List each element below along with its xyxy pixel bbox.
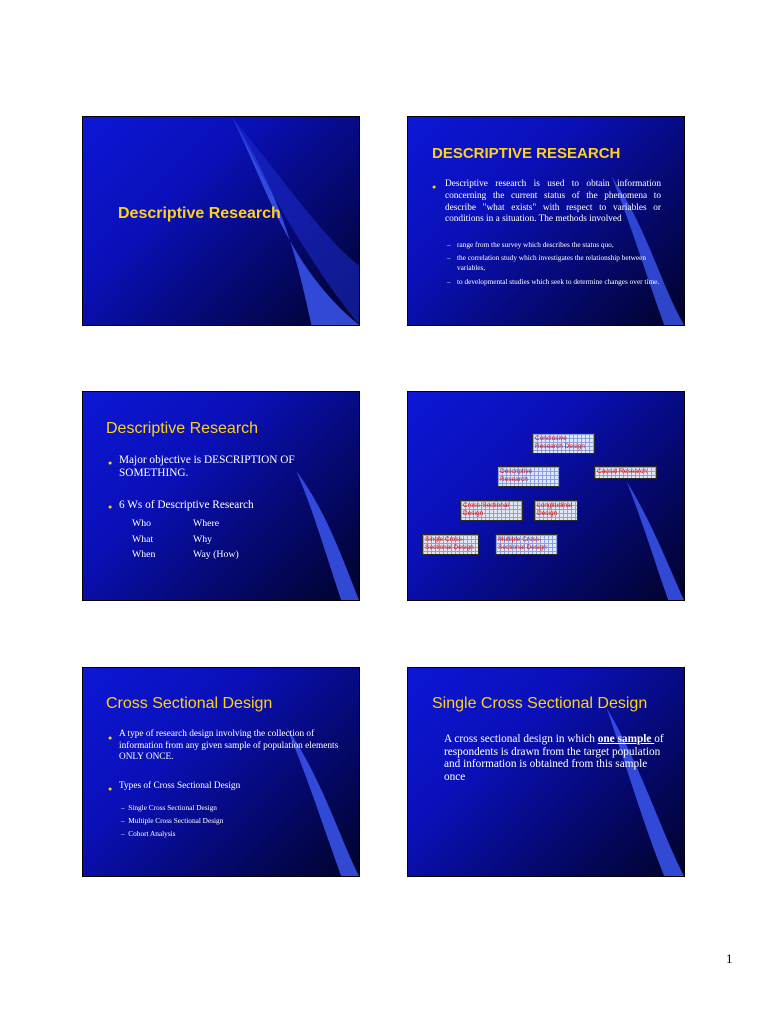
sub-item: – the correlation study which investigates the relationship between variables, — [447, 253, 647, 272]
slide-3 — [82, 391, 360, 601]
diagram-box: Conclusive Research Design — [532, 433, 595, 454]
bullet-text: Types of Cross Sectional Design — [119, 781, 241, 791]
bullet-icon: ● — [108, 459, 113, 467]
slide-1 — [82, 116, 360, 326]
slide-title: Descriptive Research — [118, 205, 281, 222]
w-item: What — [132, 534, 154, 545]
sub-item: – Cohort Analysis — [121, 829, 176, 838]
w-item: Way (How) — [193, 549, 239, 560]
sub-item: – Multiple Cross Sectional Design — [121, 816, 224, 825]
w-item: Why — [193, 534, 213, 545]
slide-body: Descriptive research is used to obtain information concerning the current status of the phenomena to describe "what exists" with respect to variables or conditions in a situation. The methods involved — [445, 179, 661, 225]
diagram-box: Cross-Sectional Design — [460, 500, 523, 521]
bullet-text: 6 Ws of Descriptive Research — [119, 499, 254, 511]
diagram-box: Single Cross-Sectional Design — [422, 534, 479, 555]
bullet-icon: ● — [108, 785, 113, 793]
slide-5 — [82, 667, 360, 877]
sub-item: – range from the survey which describes the status quo, — [447, 240, 614, 249]
w-item: Who — [132, 518, 152, 529]
w-item: When — [132, 549, 156, 560]
diagram-box: Longitudinal Design — [534, 500, 578, 521]
diagram-box: Multiple Cross-Sectional Design — [495, 534, 558, 555]
slide-title: Cross Sectional Design — [106, 695, 273, 712]
bullet-icon: ● — [108, 734, 113, 742]
page-number: 1 — [726, 951, 733, 966]
w-item: Where — [193, 518, 220, 529]
bullet-icon: ● — [108, 503, 113, 511]
slide-title: Single Cross Sectional Design — [432, 695, 648, 712]
bullet-text: A type of research design involving the collection of information from any given sample of population elements ONLY ONCE. — [119, 729, 339, 763]
diagram-box: Descriptive Research — [497, 466, 560, 487]
slide-body: A cross sectional design in which one sample of respondents is drawn from the target population and information is obtained from this sample once — [444, 733, 664, 783]
slide-2 — [407, 116, 685, 326]
bullet-icon: ● — [432, 183, 437, 191]
slide-title: DESCRIPTIVE RESEARCH — [432, 145, 621, 162]
bullet-text: Major objective is DESCRIPTION OF SOMETHING. — [119, 454, 295, 479]
slide-4 — [407, 391, 685, 601]
slide-title: Descriptive Research — [106, 420, 259, 437]
sub-item: – to developmental studies which seek to determine changes over time. — [447, 277, 660, 286]
sub-item: – Single Cross Sectional Design — [121, 803, 217, 812]
slide-6 — [407, 667, 685, 877]
diagram-box: Causal Research — [594, 466, 657, 479]
